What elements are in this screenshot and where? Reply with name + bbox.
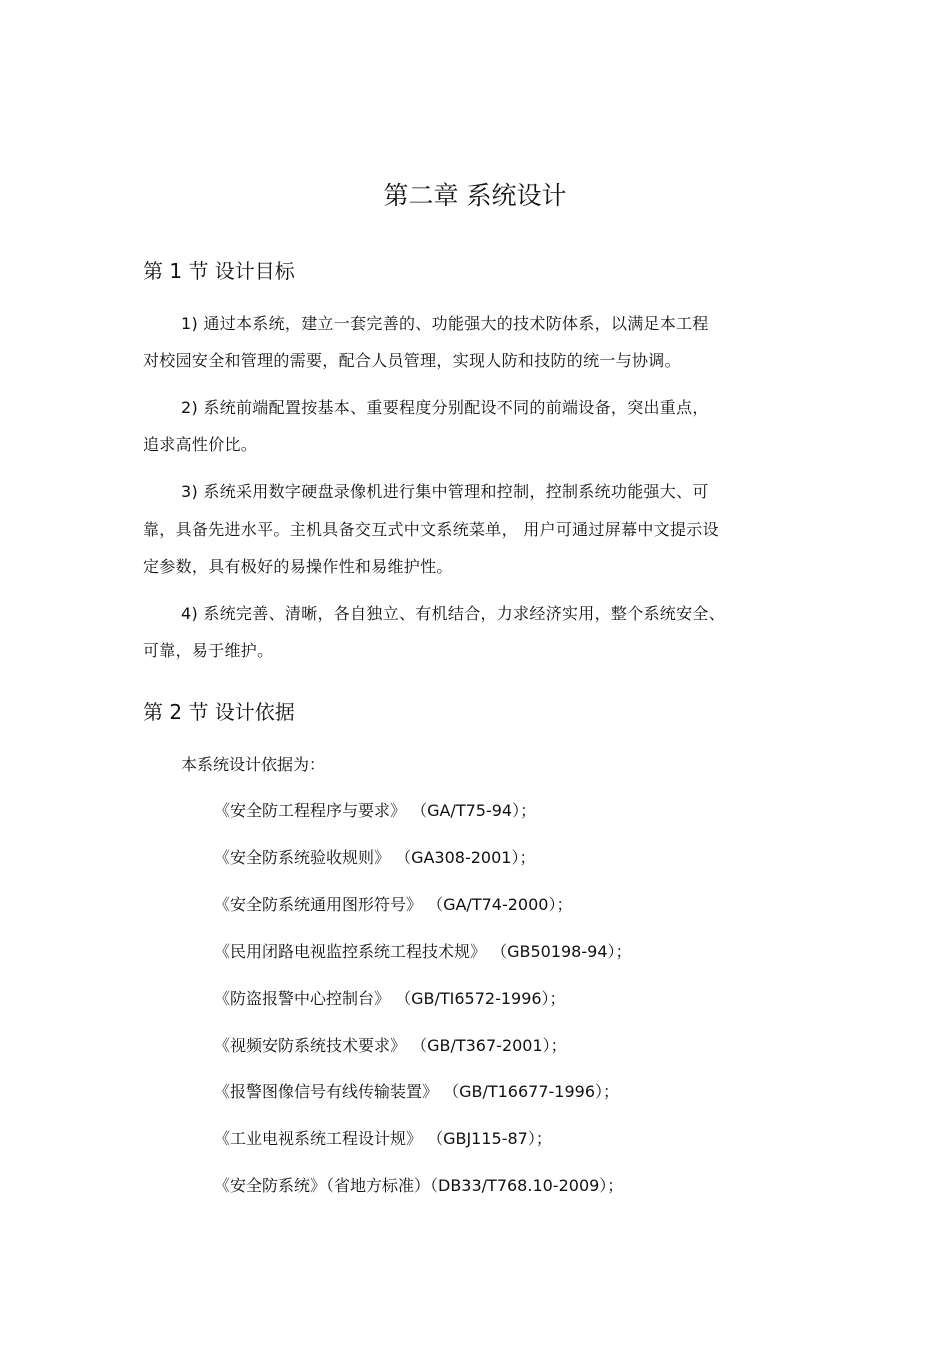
standard-list-item: 《安全防系统验收规则》 （GA308-2001）； [214, 848, 536, 867]
standard-list-item: 《报警图像信号有线传输装置》 （GB/T16677-1996）； [214, 1082, 620, 1101]
chapter-title: 第二章 系统设计 [383, 181, 567, 210]
standard-list-item: 《安全防工程程序与要求》 （GA/T75-94）； [214, 801, 537, 820]
paragraph-line: 靠，具备先进水平。主机具备交互式中文系统菜单， 用户可通过屏幕中文提示设 [143, 520, 719, 539]
paragraph-line: 追求高性价比。 [143, 435, 258, 454]
section-heading-design-basis: 第 2 节 设计依据 [143, 700, 295, 724]
basis-intro: 本系统设计依据为： [181, 755, 326, 774]
paragraph-line: 对校园安全和管理的需要，配合人员管理，实现人防和技防的统一与协调。 [143, 351, 681, 370]
paragraph-line: 1) 通过本系统，建立一套完善的、功能强大的技术防体系，以满足本工程 [181, 314, 709, 333]
standard-list-item: 《民用闭路电视监控系统工程技术规》 （GB50198-94）； [214, 942, 632, 961]
paragraph-line: 2) 系统前端配置按基本、重要程度分别配设不同的前端设备，突出重点， [181, 398, 709, 417]
section-heading-design-goals: 第 1 节 设计目标 [143, 259, 295, 283]
paragraph-line: 可靠，易于维护。 [143, 641, 274, 660]
standard-list-item: 《防盗报警中心控制台》 （GB/TI6572-1996）； [214, 989, 566, 1008]
standard-list-item: 《工业电视系统工程设计规》 （GBJ115-87）； [214, 1129, 552, 1148]
paragraph-line: 3) 系统采用数字硬盘录像机进行集中管理和控制，控制系统功能强大、可 [181, 482, 709, 501]
standard-list-item: 《安全防系统通用图形符号》 （GA/T74-2000）； [214, 895, 573, 914]
paragraph-line: 4) 系统完善、清晰，各自独立、有机结合，力求经济实用，整个系统安全、 [181, 604, 726, 623]
paragraph-line: 定参数，具有极好的易操作性和易维护性。 [143, 557, 453, 576]
standard-list-item: 《视频安防系统技术要求》 （GB/T367-2001）； [214, 1036, 567, 1055]
standard-list-item: 《安全防系统》（省地方标准）（DB33/T768.10-2009）； [214, 1176, 624, 1195]
